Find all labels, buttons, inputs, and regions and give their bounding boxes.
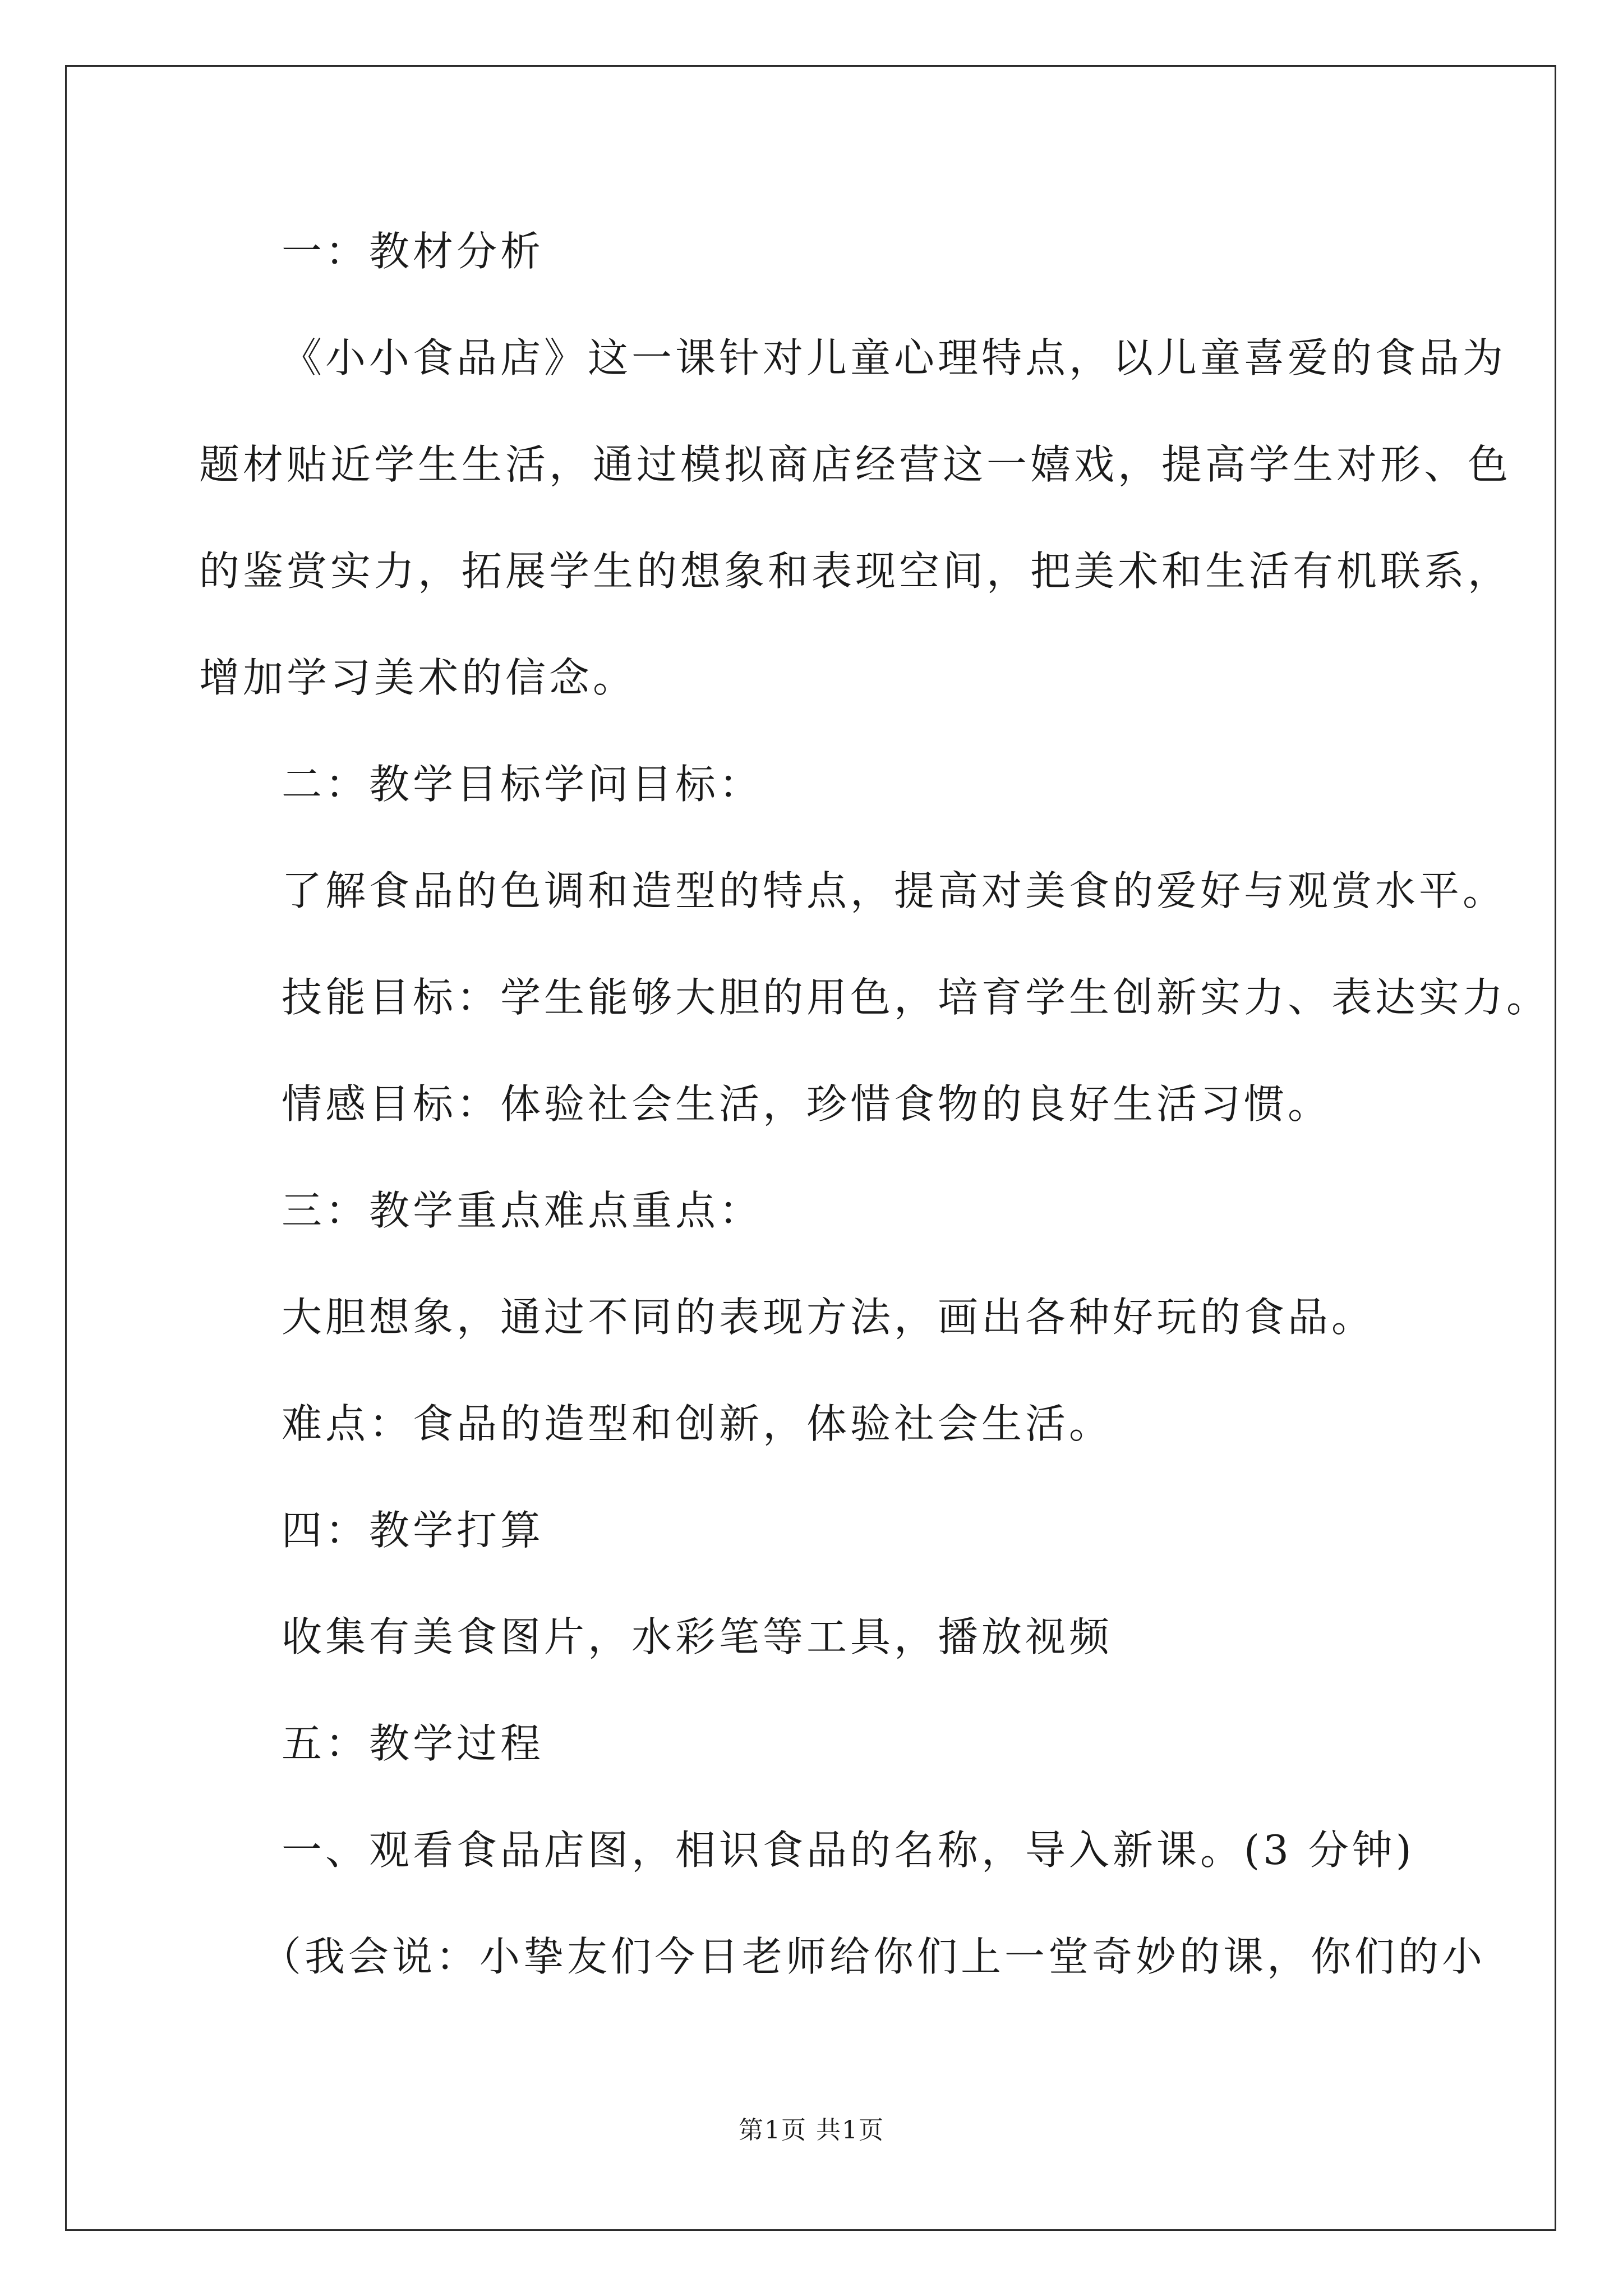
paragraph-line: 题材贴近学生生活，通过模拟商店经营这一嬉戏，提高学生对形、色 <box>199 441 1512 488</box>
paragraph-line: 一、观看食品店图，相识食品的名称，导入新课。(3 分钟) <box>282 1826 1415 1874</box>
section-heading-1: 一：教材分析 <box>282 228 545 275</box>
paragraph-line: 增加学习美术的信念。 <box>199 654 637 701</box>
paragraph-line: 难点：食品的造型和创新，体验社会生活。 <box>282 1400 1113 1447</box>
paragraph-line: 的鉴赏实力，拓展学生的想象和表现空间，把美术和生活有机联系， <box>199 547 1512 595</box>
paragraph-line: 《小小食品店》这一课针对儿童心理特点，以儿童喜爱的食品为 <box>282 334 1507 381</box>
section-heading-3: 三：教学重点难点重点： <box>282 1187 763 1234</box>
section-heading-2: 二：教学目标学问目标： <box>282 761 763 808</box>
section-heading-4: 四：教学打算 <box>282 1507 545 1554</box>
paragraph-line: 大胆想象，通过不同的表现方法，画出各种好玩的食品。 <box>282 1294 1376 1341</box>
paragraph-line: 了解食品的色调和造型的特点，提高对美食的爱好与观赏水平。 <box>282 867 1507 914</box>
section-heading-5: 五：教学过程 <box>282 1720 545 1767</box>
paragraph-line: 技能目标：学生能够大胆的用色，培育学生创新实力、表达实力。 <box>282 974 1551 1021</box>
paragraph-line: （我会说：小挚友们今日老师给你们上一堂奇妙的课，你们的小 <box>261 1933 1486 1980</box>
paragraph-line: 收集有美食图片，水彩笔等工具，播放视频 <box>282 1613 1113 1660</box>
page-border <box>65 65 1556 2231</box>
paragraph-line: 情感目标：体验社会生活，珍惜食物的良好生活习惯。 <box>282 1080 1332 1128</box>
page-footer: 第1页 共1页 <box>739 2116 884 2145</box>
